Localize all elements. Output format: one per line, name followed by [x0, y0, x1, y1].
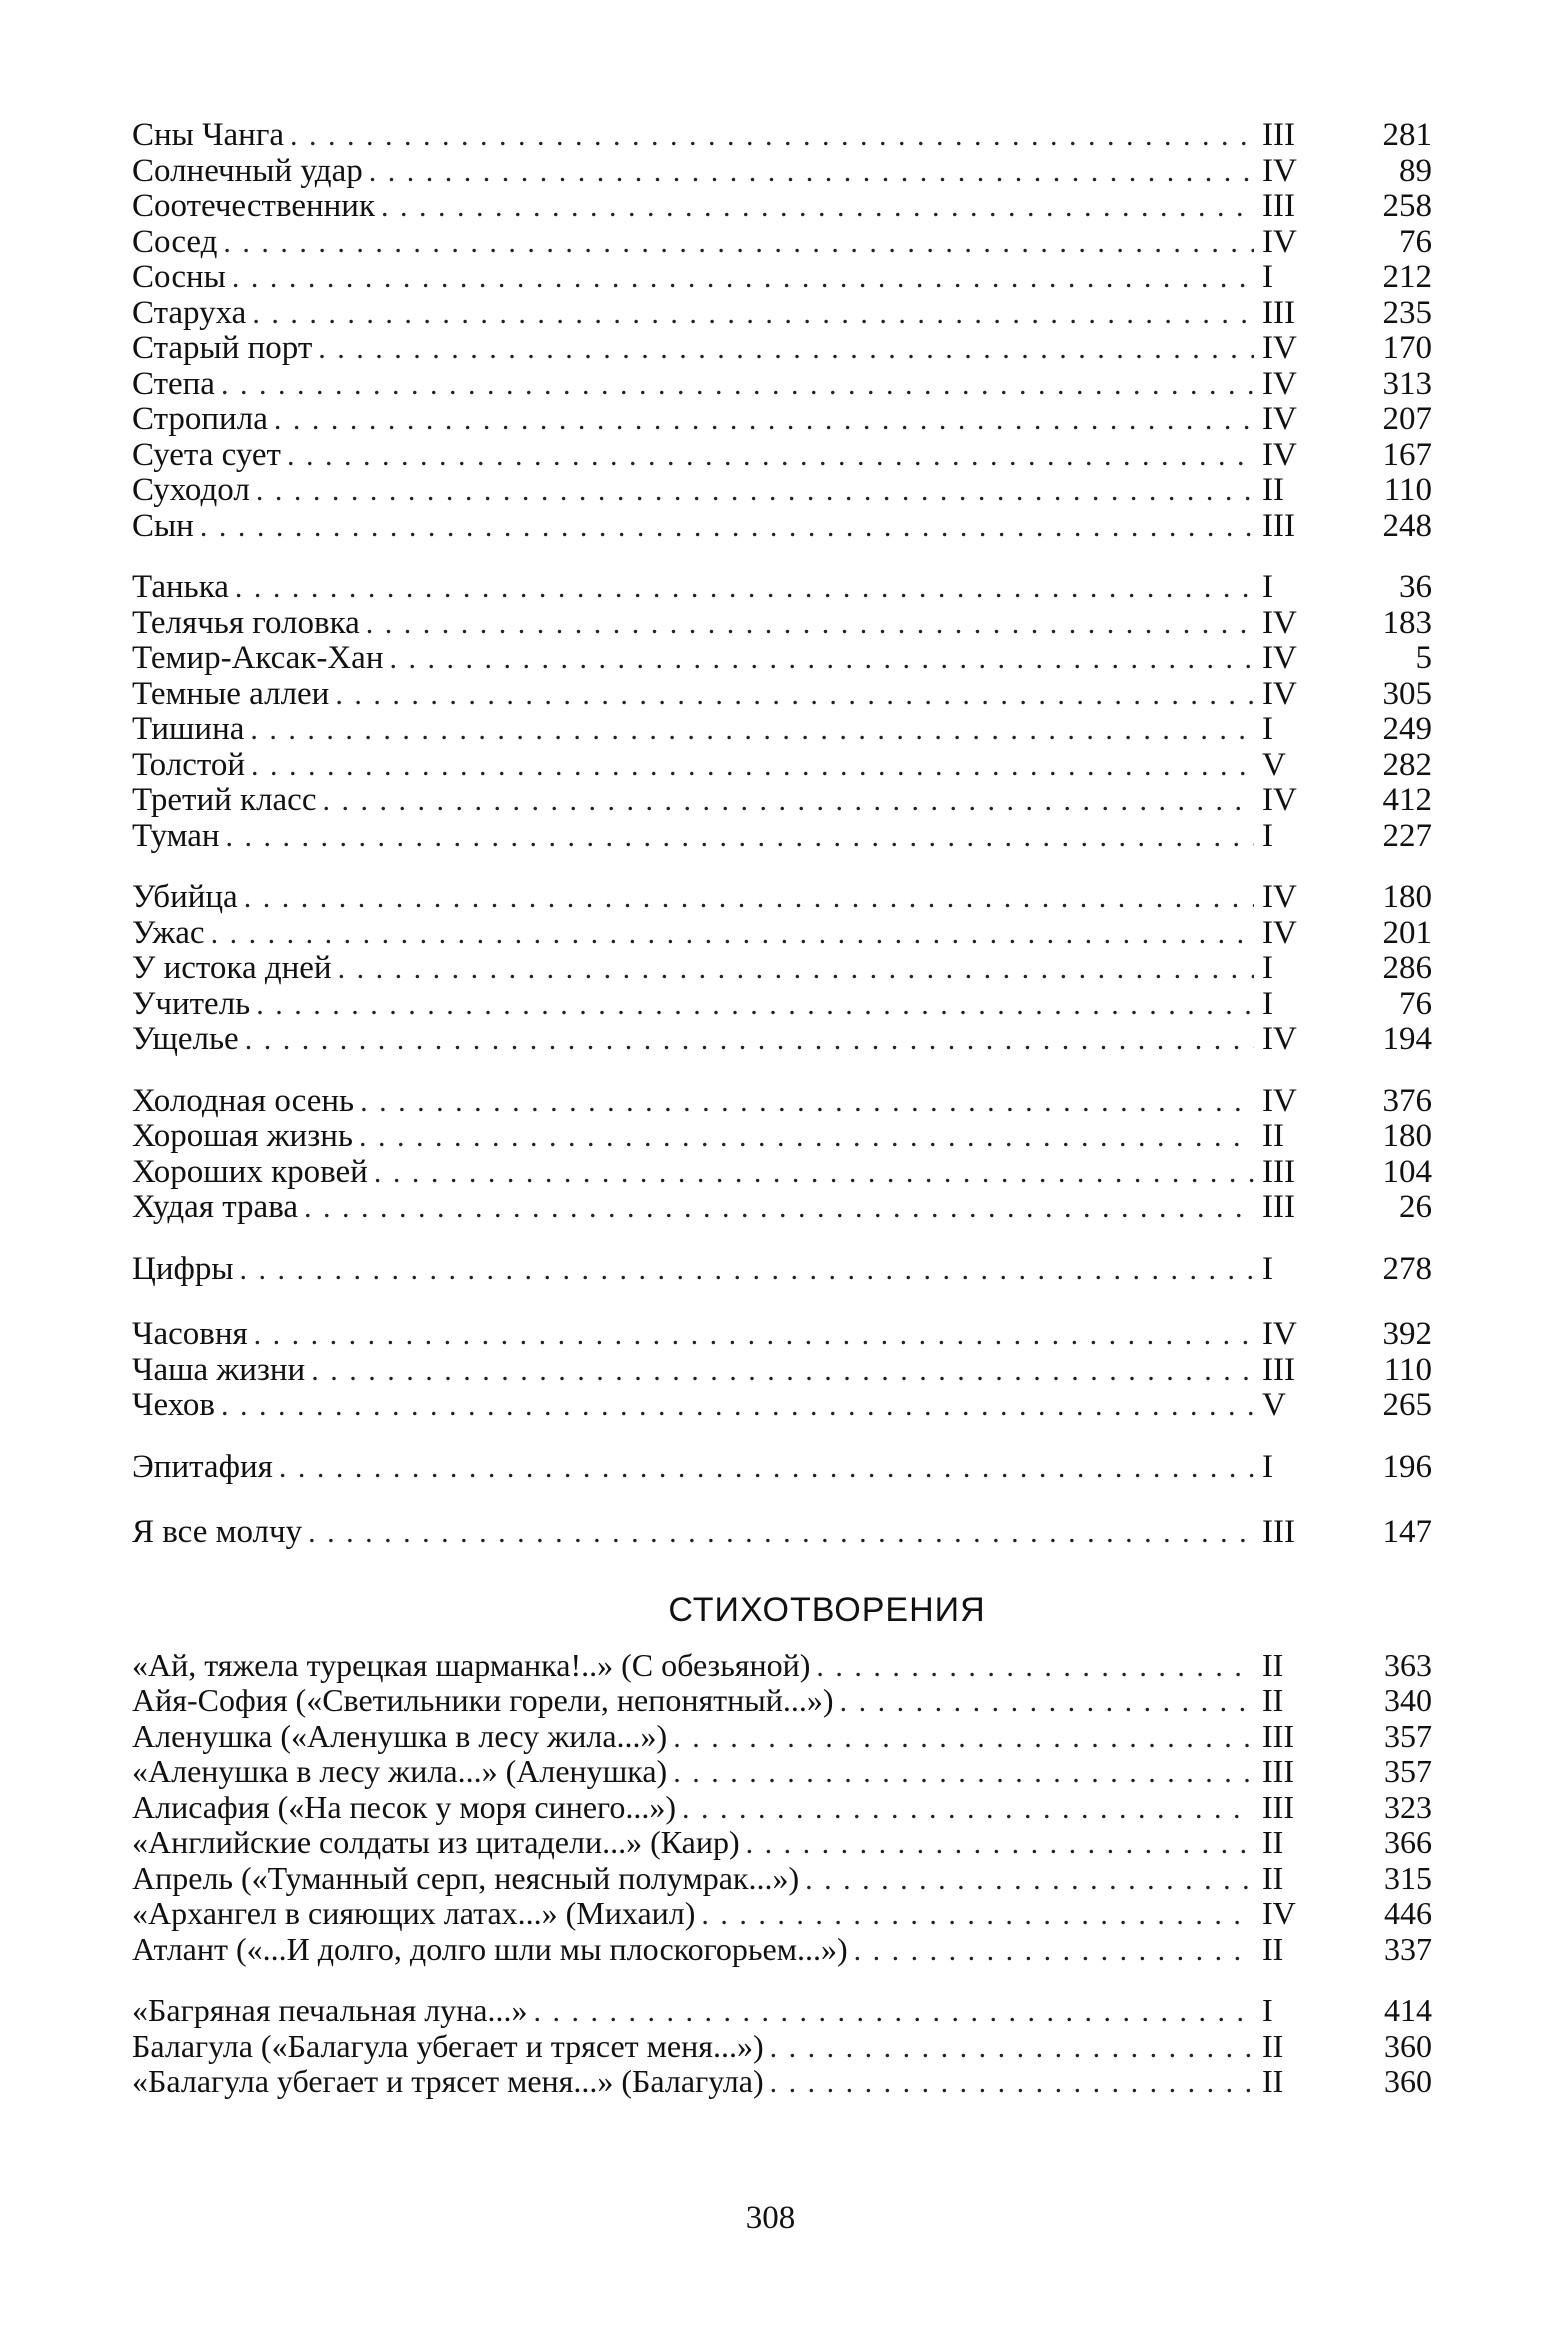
entry-page: 282 [1382, 746, 1432, 783]
dot-leader [235, 570, 1254, 606]
dot-leader [533, 1994, 1254, 2030]
entry-page: 313 [1382, 365, 1432, 402]
dot-leader [251, 748, 1254, 784]
index-entry [132, 225, 1432, 261]
entry-title: Стропила [132, 401, 268, 437]
entry-title: Апрель («Туманный серп, неясный полумрак...») [132, 1859, 800, 1896]
entry-volume: II [1262, 1859, 1284, 1896]
dot-leader [673, 1755, 1254, 1791]
index-entry [132, 1155, 1432, 1191]
dot-leader [770, 2065, 1254, 2101]
dot-leader [389, 641, 1254, 677]
entry-volume: III [1262, 1351, 1295, 1388]
entry-title: Толстой [132, 746, 246, 783]
entry-title: Ужас [132, 914, 205, 951]
index-entry [132, 1825, 1432, 1861]
entry-page: 278 [1382, 1250, 1432, 1287]
entry-volume: IV [1262, 223, 1297, 260]
entry-volume: III [1262, 1753, 1294, 1789]
dot-leader [287, 438, 1254, 474]
entry-volume: III [1262, 1717, 1294, 1754]
entry-volume: IV [1262, 782, 1297, 818]
entry-page: 26 [1399, 1189, 1432, 1225]
dot-leader [746, 1826, 1254, 1862]
entry-volume: I [1262, 711, 1273, 747]
dot-leader [369, 154, 1254, 190]
entry-page: 258 [1382, 188, 1432, 224]
entry-volume: IV [1262, 914, 1297, 951]
entry-page: 392 [1382, 1316, 1432, 1352]
entry-page: 36 [1399, 569, 1432, 605]
index-entry [132, 1022, 1432, 1058]
index-group [132, 1252, 1432, 1288]
index-group [132, 1648, 1432, 1968]
entry-page: 376 [1382, 1082, 1432, 1119]
entry-title: Холодная осень [132, 1082, 355, 1119]
dot-leader [322, 783, 1254, 819]
entry-title: Степа [132, 365, 215, 402]
entry-title: Алисафия («На песок у моря синего...») [132, 1788, 677, 1825]
dot-leader [240, 1252, 1254, 1288]
entry-page: 414 [1384, 1992, 1432, 2028]
index-entry [132, 916, 1432, 952]
index-entry [132, 606, 1432, 642]
entry-page: 110 [1383, 472, 1432, 508]
index-entry [132, 1317, 1432, 1353]
entry-volume: IV [1262, 1316, 1297, 1352]
index-page [132, 118, 1432, 2126]
entry-page: 305 [1382, 675, 1432, 712]
entry-title: Тишина [132, 711, 245, 747]
entry-title: Третий класс [132, 782, 317, 818]
dot-leader [200, 509, 1254, 545]
entry-volume: I [1262, 950, 1273, 986]
dot-leader [304, 1190, 1254, 1226]
index-entry [132, 1861, 1432, 1897]
entry-title: Темные аллеи [132, 675, 330, 712]
entry-title: «Ай, тяжела турецкая шарманка!..» (С обезьяной) [132, 1646, 811, 1683]
entry-page: 180 [1382, 1118, 1432, 1154]
dot-leader [211, 916, 1254, 952]
dot-leader [245, 1022, 1254, 1058]
index-entry [132, 783, 1432, 819]
entry-volume: I [1262, 985, 1273, 1022]
entry-volume: IV [1262, 879, 1297, 915]
dot-leader [854, 1933, 1254, 1969]
entry-title: Суета сует [132, 436, 281, 473]
index-entry [132, 331, 1432, 367]
entry-volume: IV [1262, 330, 1297, 366]
entry-page: 212 [1382, 259, 1432, 295]
entry-title: Хорошая жизнь [132, 1118, 353, 1154]
entry-page: 167 [1382, 436, 1432, 473]
index-entry [132, 1388, 1432, 1424]
entry-volume: II [1262, 2063, 1284, 2099]
entry-page: 363 [1384, 1646, 1432, 1683]
index-entry [132, 1993, 1432, 2029]
entry-page: 446 [1384, 1895, 1432, 1931]
index-group [132, 1084, 1432, 1226]
index-entry [132, 819, 1432, 855]
index-entry [132, 154, 1432, 190]
entry-title: Учитель [132, 985, 251, 1022]
entry-title: Туман [132, 817, 220, 854]
entry-volume: IV [1262, 640, 1297, 676]
index-entry [132, 1648, 1432, 1684]
dot-leader [366, 606, 1254, 642]
dot-leader [244, 880, 1254, 916]
index-group [132, 1450, 1432, 1486]
entry-title: Худая трава [132, 1189, 298, 1225]
dot-leader [279, 1450, 1254, 1486]
entry-page: 104 [1382, 1153, 1432, 1190]
index-entry [132, 677, 1432, 713]
entry-title: Старуха [132, 294, 247, 331]
entry-page: 235 [1382, 294, 1432, 331]
dot-leader [221, 367, 1254, 403]
entry-volume: I [1262, 1992, 1273, 2028]
entry-page: 76 [1399, 985, 1432, 1022]
entry-page: 412 [1382, 782, 1432, 818]
entry-title: Сны Чанга [132, 117, 285, 153]
entry-volume: III [1262, 1514, 1295, 1550]
entry-title: Сын [132, 507, 194, 544]
entry-title: Телячья головка [132, 604, 360, 641]
entry-title: Аленушка («Аленушка в лесу жила...») [132, 1717, 668, 1754]
entry-volume: II [1262, 1682, 1284, 1718]
index-entry [132, 296, 1432, 332]
dot-leader [338, 951, 1254, 987]
entry-page: 286 [1382, 950, 1432, 986]
dot-leader [290, 118, 1254, 154]
entry-title: Чаша жизни [132, 1351, 306, 1388]
entry-page: 340 [1384, 1682, 1432, 1718]
entry-title: Старый порт [132, 330, 313, 366]
index-entry [132, 438, 1432, 474]
entry-title: Солнечный удар [132, 152, 363, 189]
entry-page: 323 [1384, 1788, 1432, 1825]
index-entry [132, 1353, 1432, 1389]
entry-title: «Багряная печальная луна...» [132, 1992, 528, 2028]
page-number: 308 [745, 2200, 796, 2236]
entry-volume: III [1262, 507, 1295, 544]
stories-index [132, 118, 1432, 1551]
entry-page: 170 [1382, 330, 1432, 366]
dot-leader [256, 987, 1254, 1023]
entry-volume: II [1262, 472, 1284, 508]
entry-page: 201 [1382, 914, 1432, 951]
dot-leader [254, 1317, 1254, 1353]
entry-title: Танька [132, 569, 229, 605]
dot-leader [232, 260, 1254, 296]
entry-volume: IV [1262, 401, 1297, 437]
entry-page: 337 [1384, 1930, 1432, 1967]
index-group [132, 1317, 1432, 1424]
dot-leader [682, 1791, 1254, 1827]
dot-leader [770, 2030, 1254, 2066]
dot-leader [256, 473, 1254, 509]
index-entry [132, 260, 1432, 296]
entry-page: 281 [1382, 117, 1432, 153]
index-entry [132, 570, 1432, 606]
entry-title: «Английские солдаты из цитадели...» (Каир) [132, 1824, 740, 1860]
entry-title: Чехов [132, 1387, 215, 1423]
entry-volume: V [1262, 746, 1286, 783]
poems-section-heading: СТИХОТВОРЕНИЯ [668, 1590, 986, 1629]
index-group [132, 1515, 1432, 1551]
entry-title: «Аленушка в лесу жила...» (Аленушка) [132, 1753, 668, 1789]
entry-volume: II [1262, 1930, 1284, 1967]
entry-volume: I [1262, 569, 1273, 605]
entry-volume: V [1262, 1387, 1286, 1423]
entry-page: 360 [1384, 2063, 1432, 2099]
entry-title: Сосед [132, 223, 218, 260]
index-group [132, 1993, 1432, 2100]
entry-volume: II [1262, 1824, 1284, 1860]
dot-leader [840, 1684, 1254, 1720]
entry-volume: III [1262, 1153, 1295, 1190]
entry-volume: III [1262, 294, 1295, 331]
entry-volume: III [1262, 117, 1295, 153]
entry-title: Балагула («Балагула убегает и трясет меня...») [132, 2027, 764, 2064]
entry-page: 315 [1384, 1859, 1432, 1896]
entry-page: 357 [1384, 1717, 1432, 1754]
entry-page: 196 [1382, 1448, 1432, 1485]
index-entry [132, 189, 1432, 225]
entry-volume: IV [1262, 152, 1297, 189]
dot-leader [274, 402, 1254, 438]
entry-title: Сосны [132, 259, 226, 295]
index-entry [132, 402, 1432, 438]
entry-volume: II [1262, 1118, 1284, 1154]
dot-leader [381, 189, 1254, 225]
entry-title: Я все молчу [132, 1514, 303, 1550]
entry-title: Атлант («...И долго, долго шли мы плоскогорьем...») [132, 1930, 848, 1967]
dot-leader [816, 1649, 1254, 1685]
dot-leader [223, 225, 1254, 261]
entry-volume: I [1262, 1448, 1273, 1485]
entry-page: 249 [1382, 711, 1432, 747]
index-entry [132, 880, 1432, 916]
index-entry [132, 1719, 1432, 1755]
entry-title: У истока дней [132, 950, 332, 986]
index-entry [132, 951, 1432, 987]
index-entry [132, 1084, 1432, 1120]
entry-page: 110 [1383, 1351, 1432, 1388]
entry-title: Соотечественник [132, 188, 376, 224]
entry-title: «Архангел в сияющих латах...» (Михаил) [132, 1895, 696, 1931]
dot-leader [250, 712, 1254, 748]
entry-page: 76 [1399, 223, 1432, 260]
entry-volume: III [1262, 1189, 1295, 1225]
entry-volume: IV [1262, 1895, 1296, 1931]
entry-page: 227 [1382, 817, 1432, 854]
entry-volume: II [1262, 2027, 1284, 2064]
index-entry [132, 1932, 1432, 1968]
dot-leader [318, 331, 1254, 367]
index-entry [132, 1252, 1432, 1288]
entry-page: 360 [1384, 2027, 1432, 2064]
index-entry [132, 2029, 1432, 2065]
entry-title: Ущелье [132, 1021, 239, 1057]
index-entry [132, 1683, 1432, 1719]
index-entry [132, 2064, 1432, 2100]
entry-page: 5 [1415, 640, 1432, 676]
dot-leader [805, 1862, 1254, 1898]
index-entry [132, 1790, 1432, 1826]
entry-title: Айя-София («Светильники горели, непонятный...») [132, 1682, 834, 1718]
entry-page: 194 [1382, 1021, 1432, 1057]
index-entry [132, 367, 1432, 403]
entry-title: Эпитафия [132, 1448, 273, 1485]
entry-volume: IV [1262, 1082, 1297, 1119]
index-entry [132, 1754, 1432, 1790]
dot-leader [701, 1897, 1254, 1933]
entry-title: «Балагула убегает и трясет меня...» (Балагула) [132, 2063, 764, 2099]
entry-volume: I [1262, 817, 1273, 854]
index-entry [132, 473, 1432, 509]
index-entry [132, 1515, 1432, 1551]
entry-volume: IV [1262, 604, 1297, 641]
index-entry [132, 641, 1432, 677]
index-entry [132, 1896, 1432, 1932]
entry-volume: I [1262, 259, 1273, 295]
entry-title: Цифры [132, 1250, 234, 1287]
index-entry [132, 1119, 1432, 1155]
poems-index [132, 1648, 1432, 2100]
index-group [132, 880, 1432, 1058]
entry-page: 366 [1384, 1824, 1432, 1860]
entry-volume: IV [1262, 365, 1297, 402]
entry-volume: IV [1262, 436, 1297, 473]
dot-leader [374, 1155, 1254, 1191]
index-entry [132, 748, 1432, 784]
index-entry [132, 1450, 1432, 1486]
entry-page: 89 [1399, 152, 1432, 189]
entry-page: 180 [1382, 879, 1432, 915]
index-entry [132, 987, 1432, 1023]
entry-title: Убийца [132, 879, 238, 915]
entry-page: 207 [1382, 401, 1432, 437]
entry-volume: II [1262, 1646, 1284, 1683]
entry-volume: IV [1262, 1021, 1297, 1057]
dot-leader [335, 677, 1254, 713]
index-group [132, 118, 1432, 544]
entry-title: Темир-Аксак-Хан [132, 640, 384, 676]
index-group [132, 570, 1432, 854]
entry-page: 357 [1384, 1753, 1432, 1789]
index-entry [132, 712, 1432, 748]
entry-title: Часовня [132, 1316, 248, 1352]
entry-page: 265 [1382, 1387, 1432, 1423]
index-entry [132, 509, 1432, 545]
entry-title: Суходол [132, 472, 250, 508]
entry-title: Хороших кровей [132, 1153, 368, 1190]
entry-page: 147 [1382, 1514, 1432, 1550]
dot-leader [673, 1720, 1254, 1756]
dot-leader [221, 1388, 1254, 1424]
entry-volume: IV [1262, 675, 1297, 712]
entry-volume: III [1262, 1788, 1294, 1825]
entry-volume: III [1262, 188, 1295, 224]
dot-leader [359, 1119, 1254, 1155]
entry-volume: I [1262, 1250, 1273, 1287]
dot-leader [252, 296, 1254, 332]
index-entry [132, 118, 1432, 154]
dot-leader [226, 819, 1254, 855]
dot-leader [311, 1353, 1254, 1389]
entry-page: 183 [1382, 604, 1432, 641]
dot-leader [360, 1084, 1254, 1120]
dot-leader [308, 1515, 1254, 1551]
index-entry [132, 1190, 1432, 1226]
entry-page: 248 [1382, 507, 1432, 544]
